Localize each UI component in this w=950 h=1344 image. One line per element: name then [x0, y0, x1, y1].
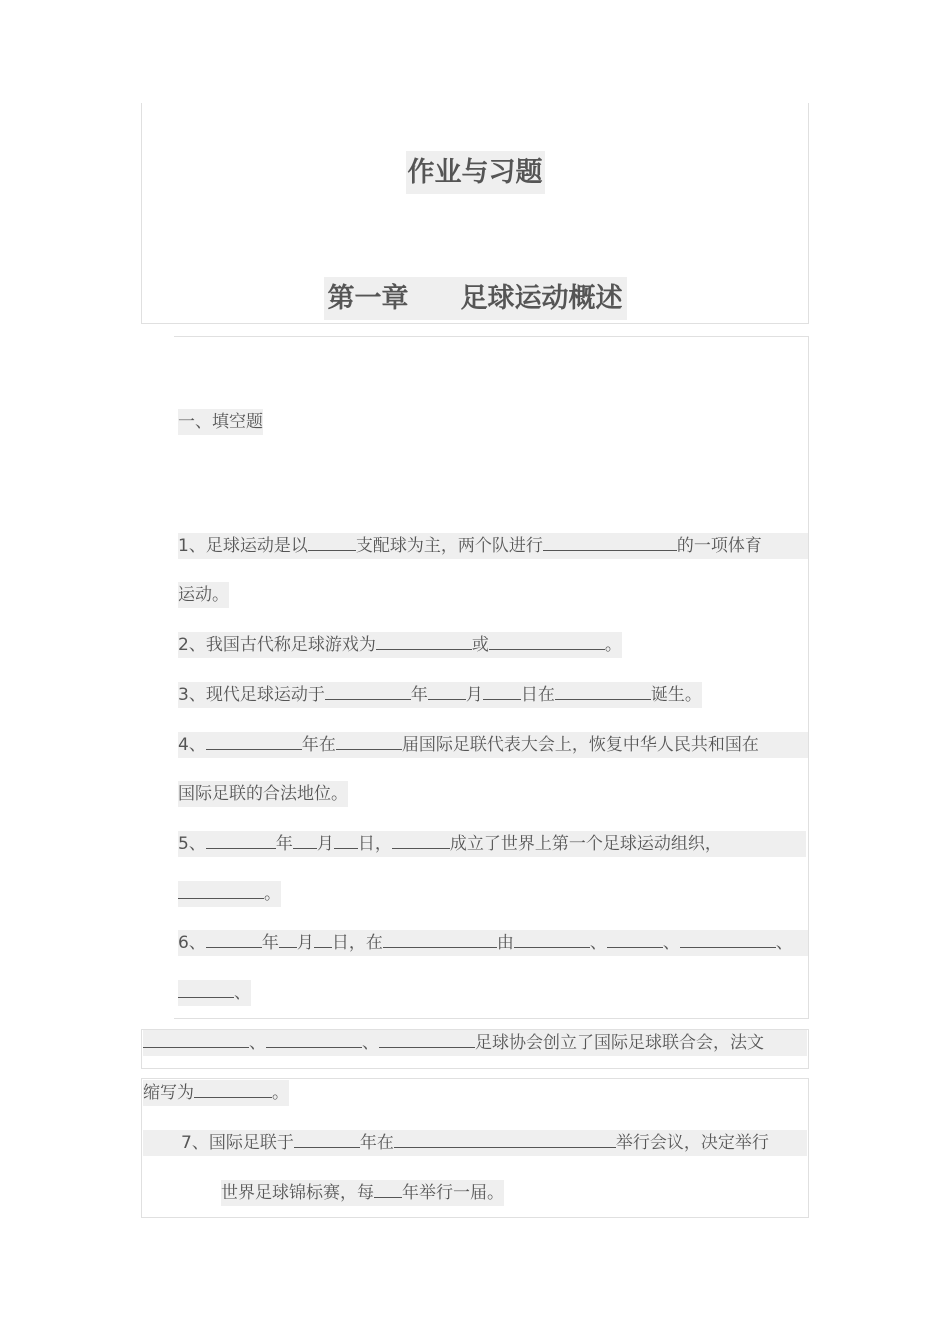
blank[interactable]	[680, 933, 776, 948]
question-3: 3、现代足球运动于 年 月 日在 诞生。	[178, 682, 702, 708]
blank[interactable]	[293, 834, 317, 849]
question-1: 1、足球运动是以 支配球为主，两个队进行 的一项体育	[178, 533, 808, 559]
blank[interactable]	[178, 983, 234, 998]
blank[interactable]	[325, 685, 411, 700]
blank[interactable]	[514, 933, 590, 948]
blank[interactable]	[543, 536, 677, 551]
blank[interactable]	[336, 735, 402, 750]
question-5: 5、 年 月 日， 成立了世界上第一个足球运动组织，	[178, 831, 806, 857]
blank[interactable]	[206, 933, 262, 948]
blank[interactable]	[294, 1133, 360, 1148]
chapter-title	[0, 276, 950, 315]
question-5-cont: 。	[178, 881, 281, 907]
question-6: 6、 年 月 日，在 由 、 、 、	[178, 930, 808, 956]
blank[interactable]	[143, 1033, 249, 1048]
question-7: 7、国际足联于 年在 举行会议，决定举行	[143, 1130, 807, 1156]
chapter-name: 足球运动概述	[459, 277, 625, 320]
blank[interactable]	[206, 834, 276, 849]
blank[interactable]	[376, 635, 472, 650]
blank[interactable]	[206, 735, 302, 750]
blank[interactable]	[392, 834, 450, 849]
question-6-cont-2: 、 、 足球协会创立了国际足球联合会，法文	[143, 1030, 807, 1056]
blank[interactable]	[266, 1033, 362, 1048]
blank[interactable]	[194, 1083, 272, 1098]
blank[interactable]	[379, 1033, 475, 1048]
question-6-cont-1: 、	[178, 980, 251, 1006]
blank[interactable]	[279, 933, 297, 948]
blank[interactable]	[178, 884, 264, 899]
blank[interactable]	[308, 536, 356, 551]
question-6-cont-3: 缩写为 。	[143, 1080, 289, 1106]
section-heading: 一、填空题	[178, 409, 263, 435]
blank[interactable]	[383, 933, 497, 948]
blank[interactable]	[428, 685, 466, 700]
question-1-cont: 运动。	[178, 582, 229, 608]
questions-frame	[174, 336, 809, 1019]
blank[interactable]	[607, 933, 663, 948]
blank[interactable]	[489, 635, 605, 650]
question-4-cont: 国际足联的合法地位。	[178, 781, 348, 807]
blank[interactable]	[314, 933, 332, 948]
page-title-text: 作业与习题	[406, 151, 545, 194]
question-7-cont: 世界足球锦标赛，每 年举行一届。	[221, 1180, 504, 1206]
question-4: 4、 年在 届国际足联代表大会上，恢复中华人民共和国在	[178, 732, 808, 758]
chapter-number: 第一章	[326, 277, 411, 320]
blank[interactable]	[483, 685, 521, 700]
blank[interactable]	[394, 1133, 616, 1148]
blank[interactable]	[374, 1183, 402, 1198]
page-title	[0, 150, 950, 189]
question-2: 2、我国古代称足球游戏为 或 。	[178, 632, 622, 658]
blank[interactable]	[555, 685, 651, 700]
blank[interactable]	[334, 834, 358, 849]
